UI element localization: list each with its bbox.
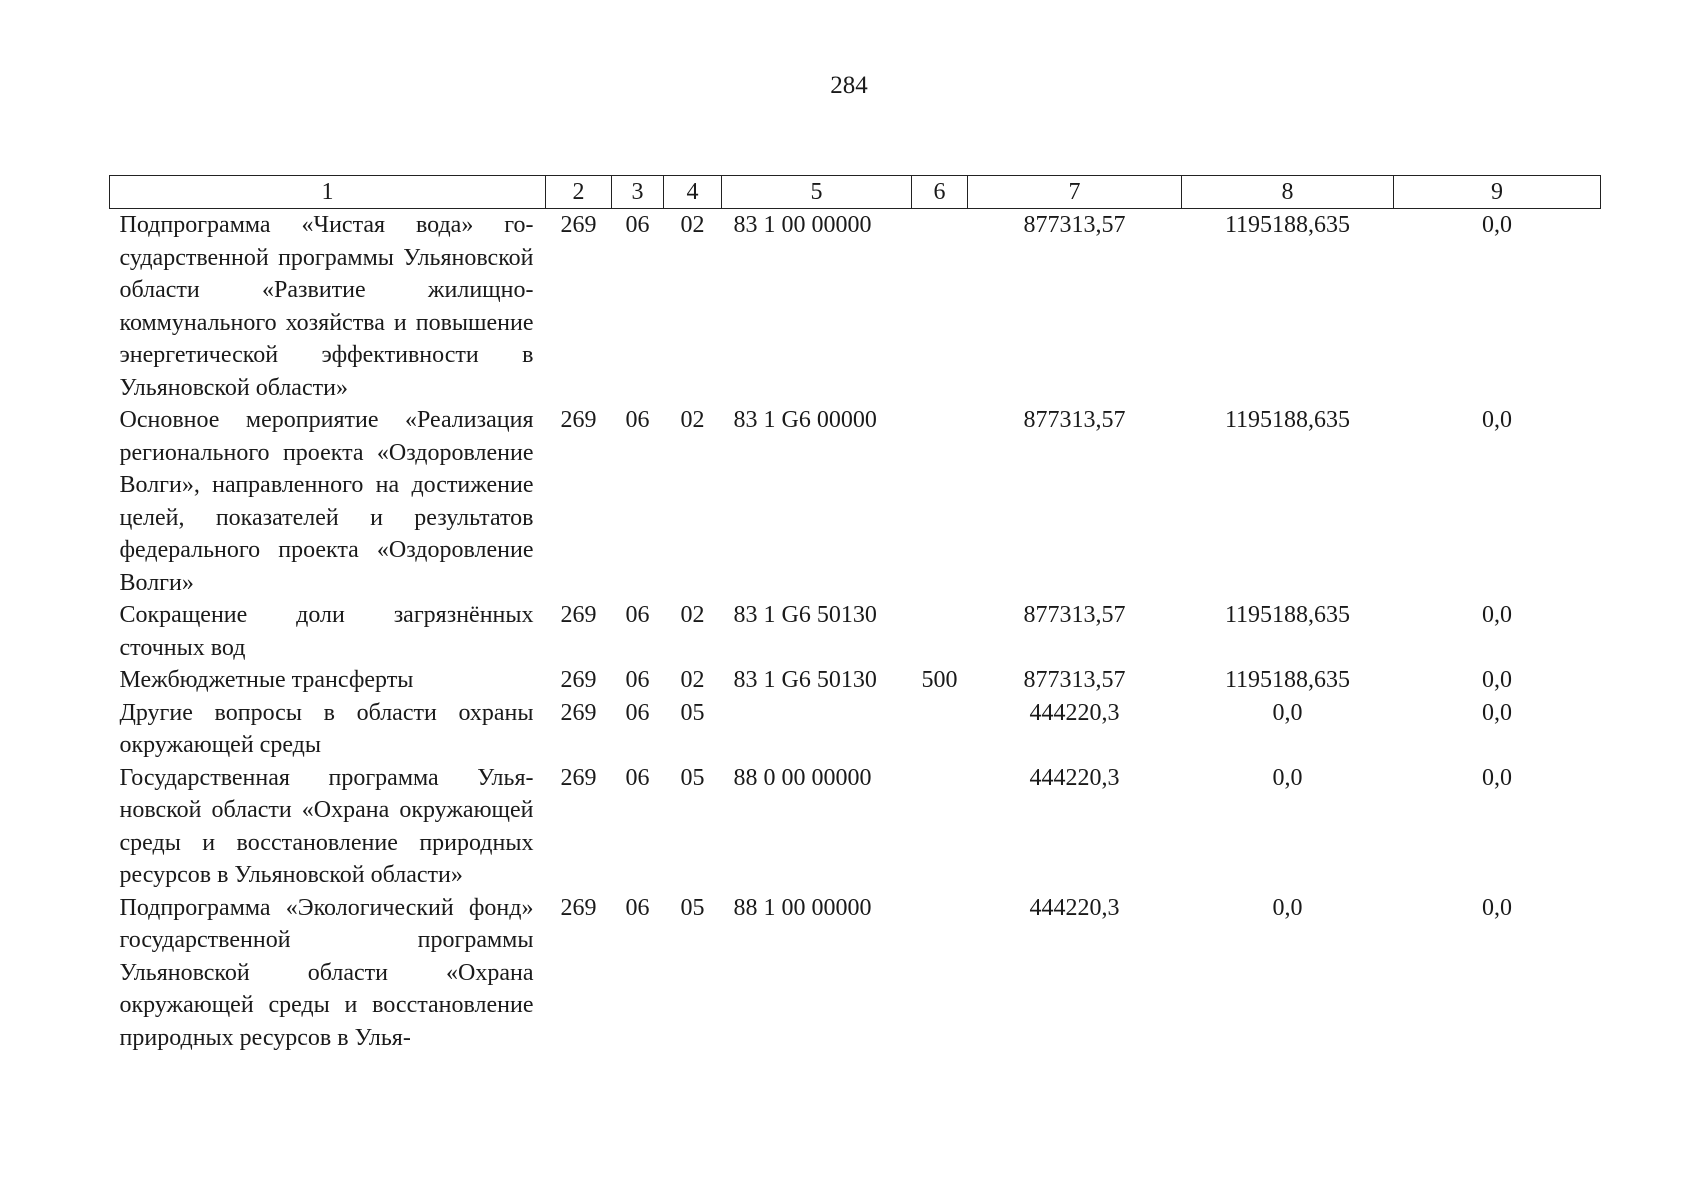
row-subsection-code: 05	[680, 894, 705, 921]
row-expense-type	[912, 892, 968, 1055]
row-expense-type	[912, 404, 968, 599]
column-header-6: 6	[912, 176, 968, 209]
table-row	[110, 599, 1601, 664]
row-section-code: 06	[625, 764, 650, 791]
row-target-article: 88 0 00 00000	[733, 764, 872, 791]
table-row	[110, 209, 1601, 405]
row-amount-col8: 1195188,635	[1224, 407, 1351, 433]
row-name: Межбюджетные трансферты	[119, 667, 414, 693]
row-section-code: 06	[625, 407, 650, 433]
row-amount-col8: 1195188,635	[1224, 212, 1351, 238]
row-subsection-code: 02	[680, 407, 705, 433]
row-amount-col9: 0,0	[1482, 699, 1512, 726]
budget-table	[109, 175, 1601, 1054]
row-section-code: 06	[625, 699, 650, 726]
column-header-5: 5	[722, 176, 912, 209]
row-expense-type	[912, 697, 968, 762]
row-amount-col7: 444220,3	[1029, 699, 1120, 726]
row-expense-type: 500	[921, 667, 958, 693]
row-name: Сокращение доли загрязнённых сточных вод	[119, 602, 534, 661]
table-row	[110, 404, 1601, 599]
row-target-article: 88 1 00 00000	[733, 894, 872, 921]
row-name: Другие вопросы в области охраны окружающей среды	[119, 699, 534, 758]
row-ministry-code: 269	[560, 894, 597, 921]
row-name: Подпрограмма «Экологический фонд» государственной программы Ульяновской области «Охрана окружающей среды и восстановление природных ресурсов в Улья-	[119, 894, 534, 1051]
row-subsection-code: 02	[680, 212, 705, 238]
column-header-1: 1	[110, 176, 546, 209]
row-ministry-code: 269	[560, 667, 597, 693]
row-amount-col7: 444220,3	[1029, 764, 1120, 791]
table-row	[110, 762, 1601, 892]
row-name: Основное мероприятие «Реализация регионального проекта «Оздоровление Волги», направленного на достижение целей, показателей и результатов федерального проекта «Оздоровление Волги»	[119, 407, 534, 596]
row-ministry-code: 269	[560, 699, 597, 726]
column-header-8: 8	[1182, 176, 1394, 209]
row-target-article: 83 1 00 00000	[733, 212, 872, 238]
row-amount-col9: 0,0	[1482, 894, 1512, 921]
row-expense-type	[912, 599, 968, 664]
column-header-4: 4	[664, 176, 722, 209]
row-name: Государственная программа Ульяновской области «Охрана окружающей среды и восстановление природных ресурсов в Ульяновской области»	[119, 764, 534, 888]
column-number-header-row	[110, 176, 1601, 209]
row-expense-type	[912, 209, 968, 405]
page-number: 284	[830, 72, 868, 99]
table-row	[110, 697, 1601, 762]
table-row	[110, 892, 1601, 1055]
row-expense-type	[912, 762, 968, 892]
row-subsection-code: 02	[680, 602, 705, 628]
row-amount-col8: 1195188,635	[1224, 602, 1351, 628]
row-amount-col7: 877313,57	[1023, 212, 1126, 238]
table-row	[110, 664, 1601, 697]
row-amount-col8: 0,0	[1272, 699, 1303, 726]
row-ministry-code: 269	[560, 764, 597, 791]
row-amount-col9: 0,0	[1482, 764, 1512, 791]
row-amount-col7: 877313,57	[1023, 407, 1126, 433]
row-amount-col8: 0,0	[1272, 894, 1303, 921]
column-header-3: 3	[612, 176, 664, 209]
row-section-code: 06	[625, 894, 650, 921]
row-subsection-code: 02	[680, 667, 705, 693]
row-ministry-code: 269	[560, 407, 597, 433]
row-target-article: 83 1 G6 50130	[733, 602, 877, 628]
row-section-code: 06	[625, 602, 650, 628]
row-amount-col9: 0,0	[1482, 407, 1512, 433]
column-header-9: 9	[1394, 176, 1601, 209]
row-ministry-code: 269	[560, 602, 597, 628]
row-target-article: 83 1 G6 00000	[733, 407, 877, 433]
row-subsection-code: 05	[680, 699, 705, 726]
row-amount-col9: 0,0	[1482, 602, 1512, 628]
column-header-2: 2	[546, 176, 612, 209]
row-ministry-code: 269	[560, 212, 597, 238]
row-amount-col9: 0,0	[1482, 667, 1512, 693]
row-amount-col7: 877313,57	[1023, 667, 1126, 693]
row-amount-col8: 1195188,635	[1224, 667, 1351, 693]
row-section-code: 06	[625, 667, 650, 693]
row-target-article	[722, 697, 912, 762]
column-header-7: 7	[968, 176, 1182, 209]
row-amount-col7: 877313,57	[1023, 602, 1126, 628]
row-amount-col7: 444220,3	[1029, 894, 1120, 921]
row-amount-col9: 0,0	[1482, 212, 1512, 238]
row-section-code: 06	[625, 212, 650, 238]
row-amount-col8: 0,0	[1272, 764, 1303, 791]
row-subsection-code: 05	[680, 764, 705, 791]
row-name: Подпрограмма «Чистая вода» государственной программы Ульяновской области «Развитие жилищно-коммунального хозяйства и повышение энергетической эффективности в Ульяновской области»	[119, 212, 534, 401]
row-target-article: 83 1 G6 50130	[733, 667, 877, 693]
